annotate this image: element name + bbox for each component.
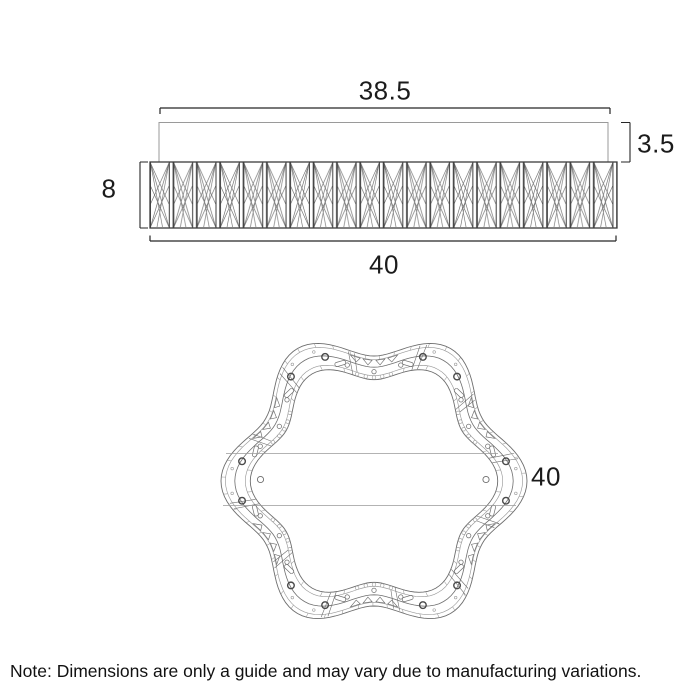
side-view-drawing bbox=[140, 108, 630, 241]
dim-label-canopy-height: 3.5 bbox=[637, 128, 675, 159]
dim-line-top-width bbox=[160, 108, 610, 114]
dim-label-bottom-width: 40 bbox=[369, 249, 399, 280]
note-text: Note: Dimensions are only a guide and may vary due to manufacturing variations. bbox=[10, 661, 642, 681]
dim-line-bottom-width bbox=[150, 236, 616, 242]
top-view-drawing bbox=[221, 343, 527, 618]
dim-label-top-width: 38.5 bbox=[358, 75, 412, 106]
mounting-plate bbox=[223, 454, 516, 506]
dim-label-body-height: 8 bbox=[101, 173, 117, 204]
dim-line-body-height bbox=[140, 162, 148, 228]
dim-line-canopy-height bbox=[621, 123, 630, 163]
dim-label-diameter: 40 bbox=[531, 461, 561, 492]
